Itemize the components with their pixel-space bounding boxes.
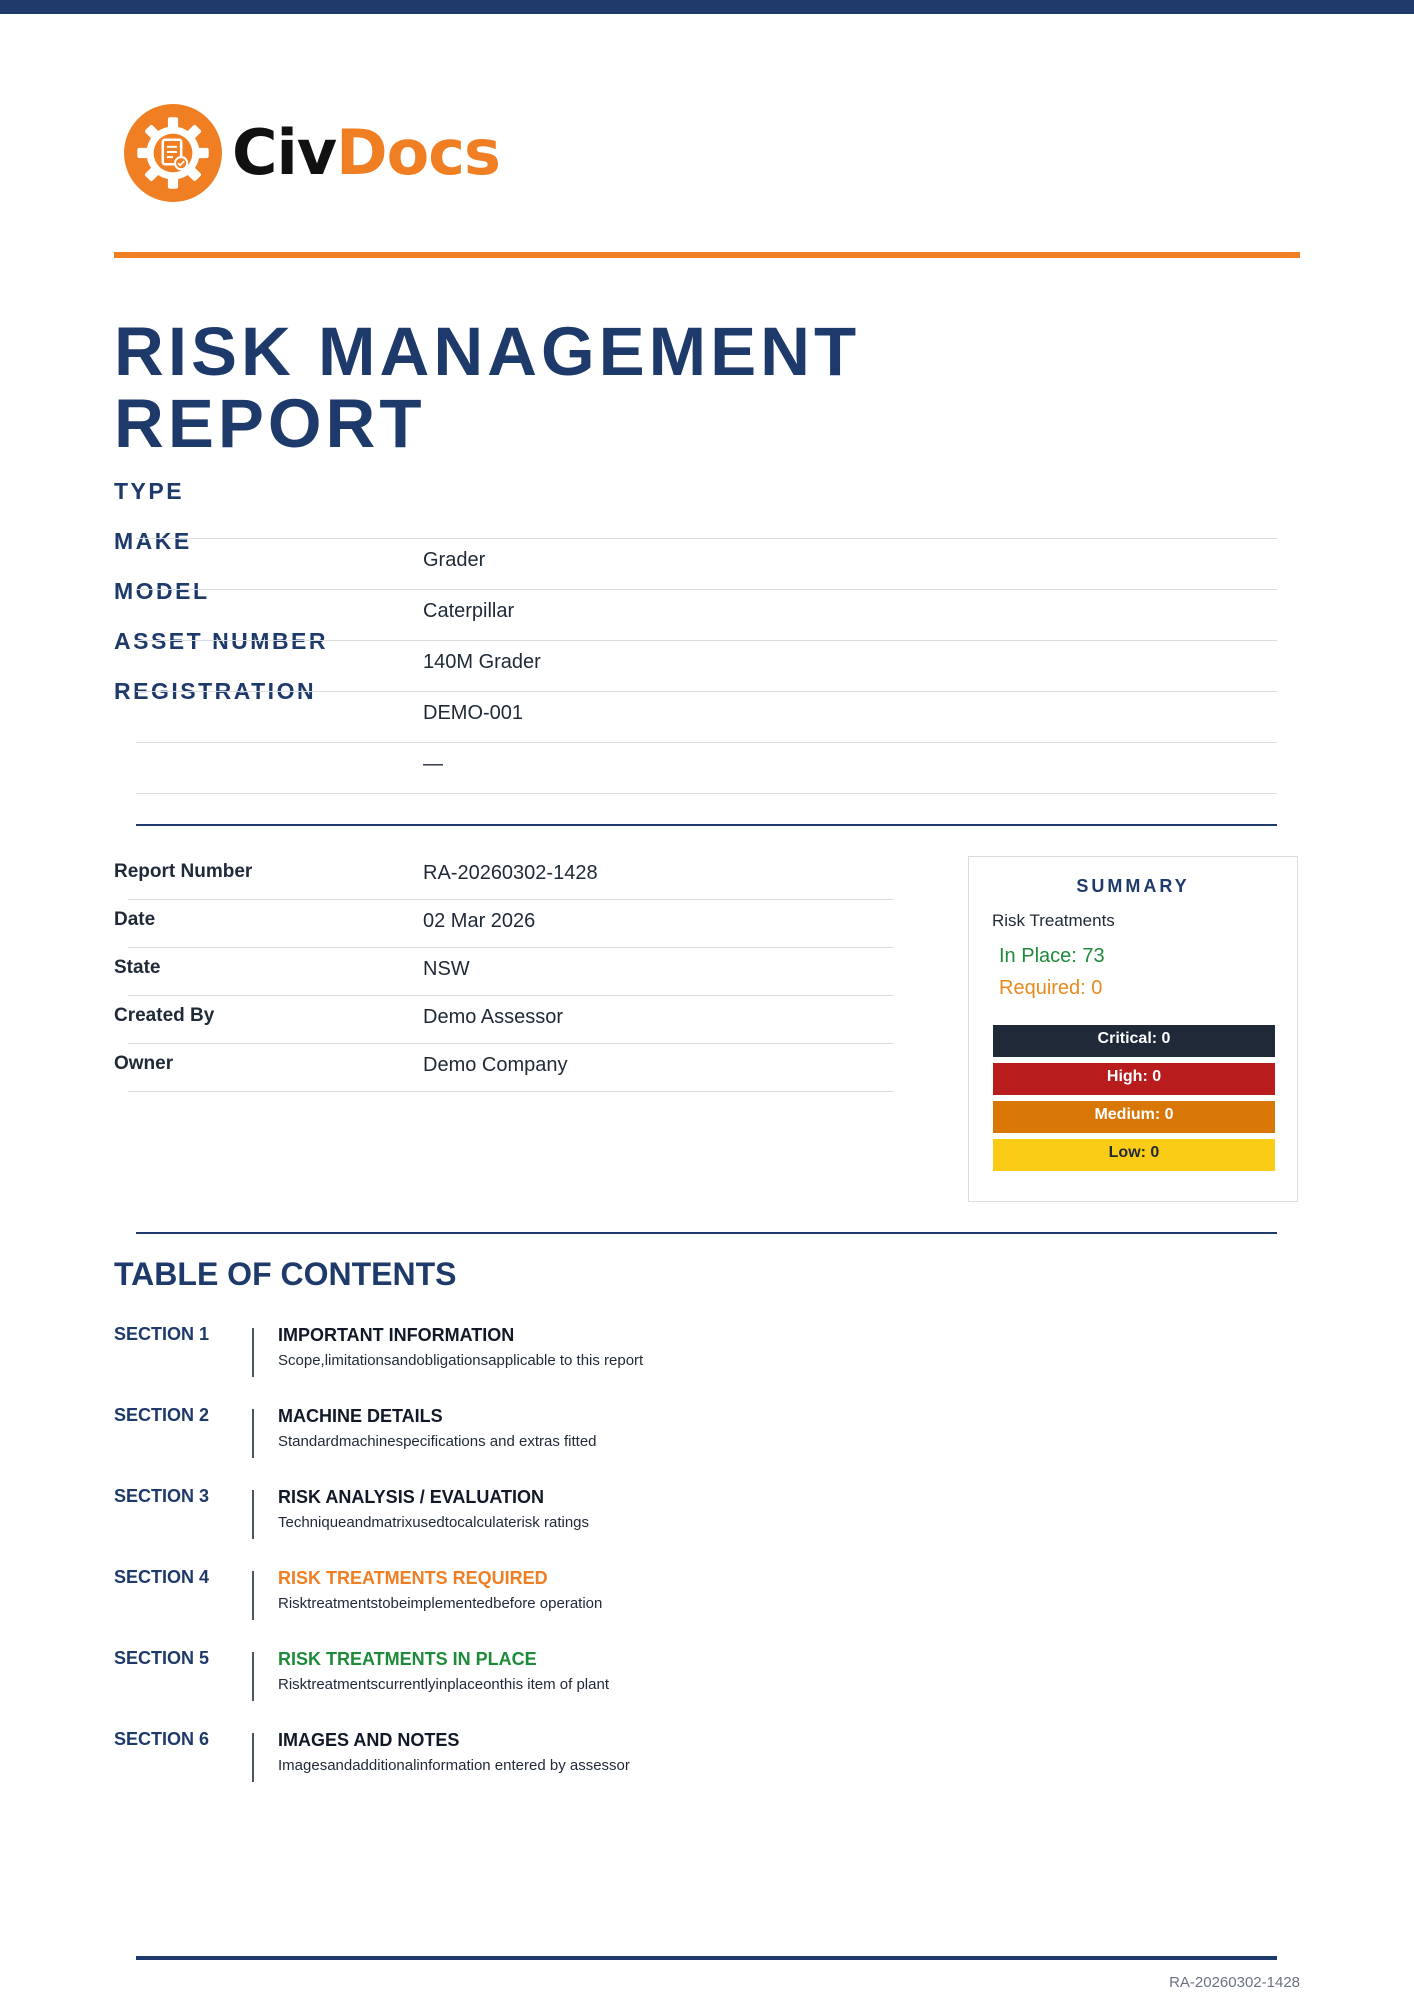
- summary-title: SUMMARY: [1076, 876, 1190, 896]
- section-divider: [136, 1232, 1277, 1234]
- detail-label: Date: [114, 909, 156, 930]
- detail-row-report-number: [114, 852, 894, 900]
- table-of-contents: [114, 1321, 1014, 1807]
- toc-section-number: SECTION 5: [114, 1648, 210, 1668]
- detail-label: Owner: [114, 1053, 174, 1074]
- summary-panel: [968, 856, 1298, 1202]
- asset-value-make: Caterpillar: [423, 600, 515, 622]
- toc-section-number: SECTION 2: [114, 1405, 210, 1425]
- toc-item-section-4[interactable]: [114, 1564, 1014, 1645]
- asset-label-asset-number: ASSET NUMBER: [114, 628, 329, 654]
- toc-divider: [252, 1571, 254, 1620]
- summary-subtitle: Risk Treatments: [992, 911, 1115, 930]
- toc-section-number: SECTION 6: [114, 1729, 210, 1749]
- brand-name-part2: Docs: [336, 116, 500, 189]
- detail-value: 02 Mar 2026: [423, 910, 536, 932]
- asset-row: [136, 640, 1277, 691]
- toc-divider: [252, 1490, 254, 1539]
- detail-value: Demo Company: [423, 1054, 568, 1076]
- footer-divider: [136, 1956, 1277, 1960]
- asset-row: [136, 589, 1277, 640]
- detail-row-state: [114, 948, 894, 996]
- toc-section-title: IMPORTANT INFORMATION: [278, 1325, 515, 1345]
- detail-value: RA-20260302-1428: [423, 862, 598, 884]
- toc-divider: [252, 1328, 254, 1377]
- toc-section-title: IMAGES AND NOTES: [278, 1730, 460, 1750]
- toc-item-section-6[interactable]: [114, 1726, 1014, 1807]
- asset-values-table: [136, 538, 1277, 794]
- toc-divider: [252, 1409, 254, 1458]
- asset-label-registration: REGISTRATION: [114, 678, 317, 704]
- detail-value: NSW: [423, 958, 470, 980]
- toc-section-number: SECTION 3: [114, 1486, 210, 1506]
- toc-section-description: Scope,limitationsandobligationsapplicable to this report: [278, 1352, 644, 1369]
- severity-low-badge: Low: 0: [993, 1139, 1275, 1171]
- severity-medium-badge: Medium: 0: [993, 1101, 1275, 1133]
- detail-label: Created By: [114, 1005, 215, 1026]
- brand-name: [232, 116, 500, 189]
- toc-item-section-1[interactable]: [114, 1321, 1014, 1402]
- footer-report-reference: RA-20260302-1428: [1169, 1974, 1300, 1991]
- asset-value-registration: —: [423, 753, 443, 775]
- header-divider: [114, 252, 1300, 258]
- toc-section-description: Risktreatmentstobeimplementedbefore operation: [278, 1595, 603, 1612]
- asset-label-make: MAKE: [114, 528, 192, 554]
- detail-row-date: [114, 900, 894, 948]
- asset-label-model: MODEL: [114, 578, 210, 604]
- treatments-required: Required: 0: [999, 977, 1103, 999]
- asset-value-model: 140M Grader: [423, 651, 541, 673]
- detail-row-owner: [114, 1044, 894, 1092]
- toc-section-number: SECTION 1: [114, 1324, 210, 1344]
- detail-value: Demo Assessor: [423, 1006, 564, 1028]
- report-title-line2: REPORT: [114, 385, 426, 462]
- treatments-in-place: In Place: 73: [999, 945, 1105, 967]
- toc-section-number: SECTION 4: [114, 1567, 210, 1587]
- toc-heading: TABLE OF CONTENTS: [114, 1256, 457, 1292]
- asset-row: [136, 691, 1277, 742]
- top-accent-bar: [0, 0, 1414, 14]
- severity-critical-badge: Critical: 0: [993, 1025, 1275, 1057]
- asset-row: [136, 538, 1277, 589]
- detail-label: State: [114, 957, 161, 978]
- report-title: [114, 313, 1014, 462]
- civdocs-logo: [122, 100, 500, 206]
- gear-document-icon: [122, 102, 224, 204]
- toc-item-section-3[interactable]: [114, 1483, 1014, 1564]
- asset-value-asset-number: DEMO-001: [423, 702, 524, 724]
- detail-label: Report Number: [114, 861, 253, 882]
- severity-high-badge: High: 0: [993, 1063, 1275, 1095]
- toc-section-description: Imagesandadditionalinformation entered by assessor: [278, 1757, 630, 1774]
- toc-section-title: RISK TREATMENTS IN PLACE: [278, 1649, 537, 1669]
- toc-section-description: Techniqueandmatrixusedtocalculaterisk ratings: [278, 1514, 590, 1531]
- asset-label-type: TYPE: [114, 478, 185, 504]
- toc-item-section-5[interactable]: [114, 1645, 1014, 1726]
- toc-section-title: RISK ANALYSIS / EVALUATION: [278, 1487, 545, 1507]
- toc-section-description: Risktreatmentscurrentlyinplaceonthis item of plant: [278, 1676, 609, 1693]
- asset-value-type: Grader: [423, 549, 486, 571]
- toc-section-description: Standardmachinespecifications and extras fitted: [278, 1433, 597, 1450]
- brand-name-part1: Civ: [232, 116, 337, 189]
- report-title-line1: RISK MANAGEMENT: [114, 313, 861, 390]
- toc-section-title: MACHINE DETAILS: [278, 1406, 443, 1426]
- report-details-table: [114, 852, 894, 1092]
- toc-divider: [252, 1733, 254, 1782]
- toc-section-title: RISK TREATMENTS REQUIRED: [278, 1568, 548, 1588]
- detail-row-created-by: [114, 996, 894, 1044]
- asset-row: [136, 742, 1277, 794]
- toc-divider: [252, 1652, 254, 1701]
- section-divider: [136, 824, 1277, 826]
- toc-item-section-2[interactable]: [114, 1402, 1014, 1483]
